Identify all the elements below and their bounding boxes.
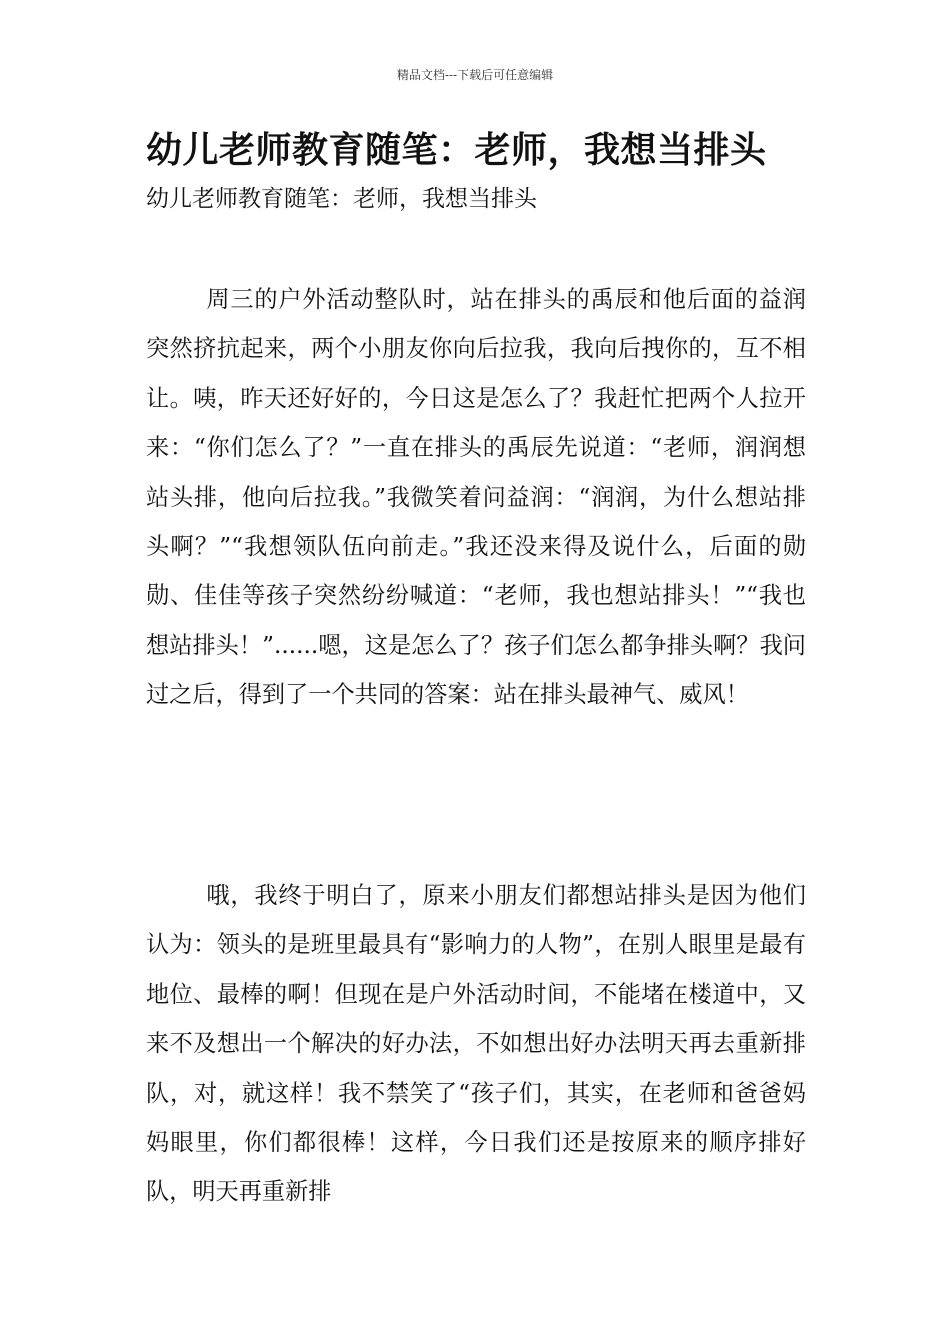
document-title: 幼儿老师教育随笔：老师，我想当排头 xyxy=(146,130,767,171)
header-note: 精品文档---下载后可任意编辑 xyxy=(396,68,554,82)
paragraph-2: 哦，我终于明白了，原来小朋友们都想站排头是因为他们认为：领头的是班里最具有“影响力的人物”，在别人眼里是最有地位、最棒的啊！但现在是户外活动时间，不能堵在楼道中，又来不及想出一个解决的好办法，不如想出好办法明天再去重新排队，对，就这样！我不禁笑了“孩子们，其实，在老师和爸爸妈妈眼里，你们都很棒！这样，今日我们还是按原来的顺序排好队，明天再重新排 xyxy=(146,882,806,1206)
paragraph-1: 周三的户外活动整队时，站在排头的禹辰和他后面的益润突然挤抗起来，两个小朋友你向后拉我，我向后拽你的，互不相让。咦，昨天还好好的，今日这是怎么了？我赶忙把两个人拉开来：“你们怎么了？”一直在排头的禹辰先说道：“老师，润润想站头排，他向后拉我。”我微笑着问益润：“润润，为什么想站排头啊？”“我想领队伍向前走。”我还没来得及说什么，后面的勋勋、佳佳等孩子突然纷纷喊道：“老师，我也想站排头！”“我也想站排头！”......嗯，这是怎么了？孩子们怎么都争排头啊？我问过之后，得到了一个共同的答案：站在排头最神气、威风！ xyxy=(146,286,806,709)
document-subtitle: 幼儿老师教育随笔：老师，我想当排头 xyxy=(146,186,537,212)
